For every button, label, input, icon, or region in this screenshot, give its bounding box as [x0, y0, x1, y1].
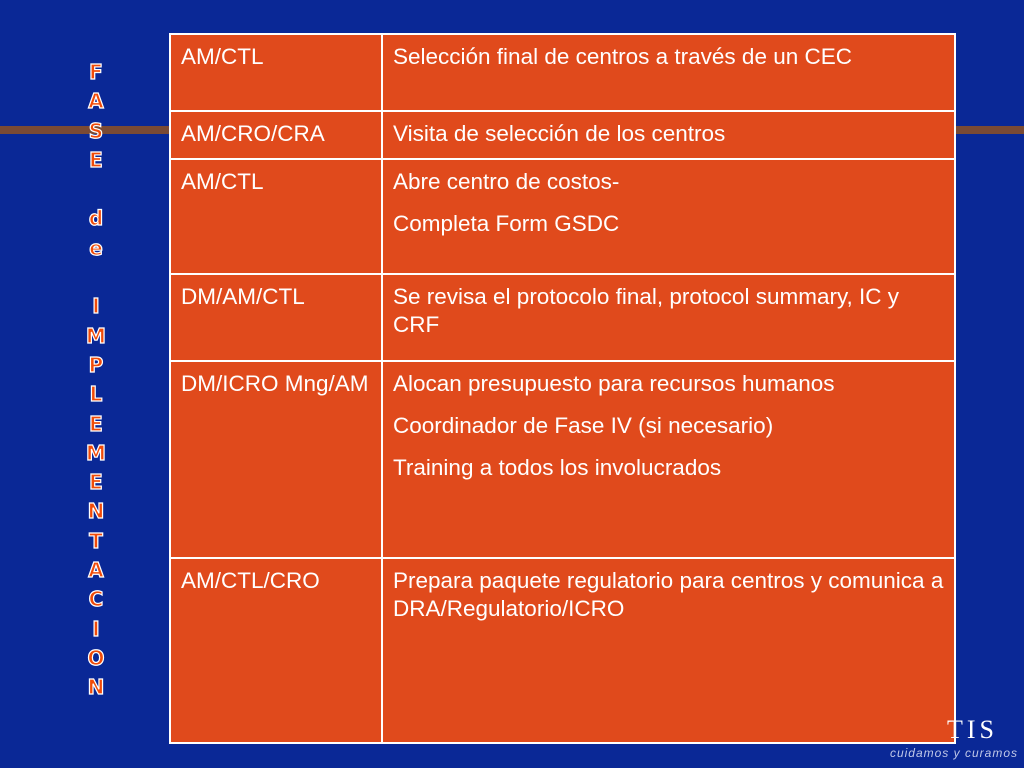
- title-letter: E: [89, 411, 103, 436]
- vertical-title: [72, 58, 120, 703]
- title-letter: O: [87, 645, 105, 670]
- task-line: Se revisa el protocolo final, protocol summary, IC y CRF: [393, 284, 900, 337]
- responsibilities-table: [169, 33, 956, 744]
- task-line: Prepara paquete regulatorio para centros y comunica a DRA/Regulatorio/ICRO: [393, 568, 944, 621]
- title-letter: E: [89, 470, 103, 495]
- task-line: Alocan presupuesto para recursos humanos: [393, 371, 835, 396]
- title-letter: F: [89, 60, 103, 84]
- table-row: [170, 361, 955, 558]
- role-cell: AM/CTL: [170, 159, 382, 274]
- title-letter: S: [88, 118, 104, 143]
- table-row: [170, 34, 955, 111]
- title-letter: A: [88, 89, 104, 114]
- table-row: [170, 274, 955, 361]
- title-letter: N: [87, 499, 105, 524]
- title-letter: I: [92, 294, 100, 319]
- title-letter: d: [88, 206, 104, 231]
- title-letter: I: [92, 616, 100, 641]
- role-cell: DM/ICRO Mng/AM: [170, 361, 382, 558]
- task-cell: [382, 159, 955, 274]
- title-letter: M: [86, 323, 106, 348]
- task-line: Visita de selección de los centros: [393, 121, 726, 146]
- task-line: Completa Form GSDC: [393, 211, 620, 236]
- role-cell: DM/AM/CTL: [170, 274, 382, 361]
- task-line: Training a todos los involucrados: [393, 455, 722, 480]
- task-cell: [382, 361, 955, 558]
- brand-logo-text: TIS: [947, 715, 998, 744]
- title-letter: N: [87, 675, 105, 700]
- title-letter: C: [88, 587, 104, 612]
- role-cell: AM/CRO/CRA: [170, 111, 382, 159]
- title-letter: e: [89, 235, 103, 260]
- task-cell: [382, 111, 955, 159]
- role-cell: AM/CTL: [170, 34, 382, 111]
- task-cell: [382, 558, 955, 743]
- title-letter: A: [88, 558, 104, 583]
- table-row: [170, 111, 955, 159]
- brand-tagline: cuidamos y curamos: [889, 746, 1018, 760]
- task-line: Selección final de centros a través de un CEC: [393, 44, 852, 69]
- task-line: Coordinador de Fase IV (si necesario): [393, 413, 774, 438]
- title-letter: E: [89, 147, 103, 172]
- task-line: Abre centro de costos-: [393, 169, 620, 194]
- title-letter: P: [88, 352, 104, 377]
- table-row: [170, 159, 955, 274]
- task-cell: [382, 274, 955, 361]
- table-row: [170, 558, 955, 743]
- title-letter: T: [89, 528, 103, 553]
- title-letter: M: [86, 440, 106, 465]
- task-cell: [382, 34, 955, 111]
- role-cell: AM/CTL/CRO: [170, 558, 382, 743]
- title-letter: L: [89, 382, 103, 407]
